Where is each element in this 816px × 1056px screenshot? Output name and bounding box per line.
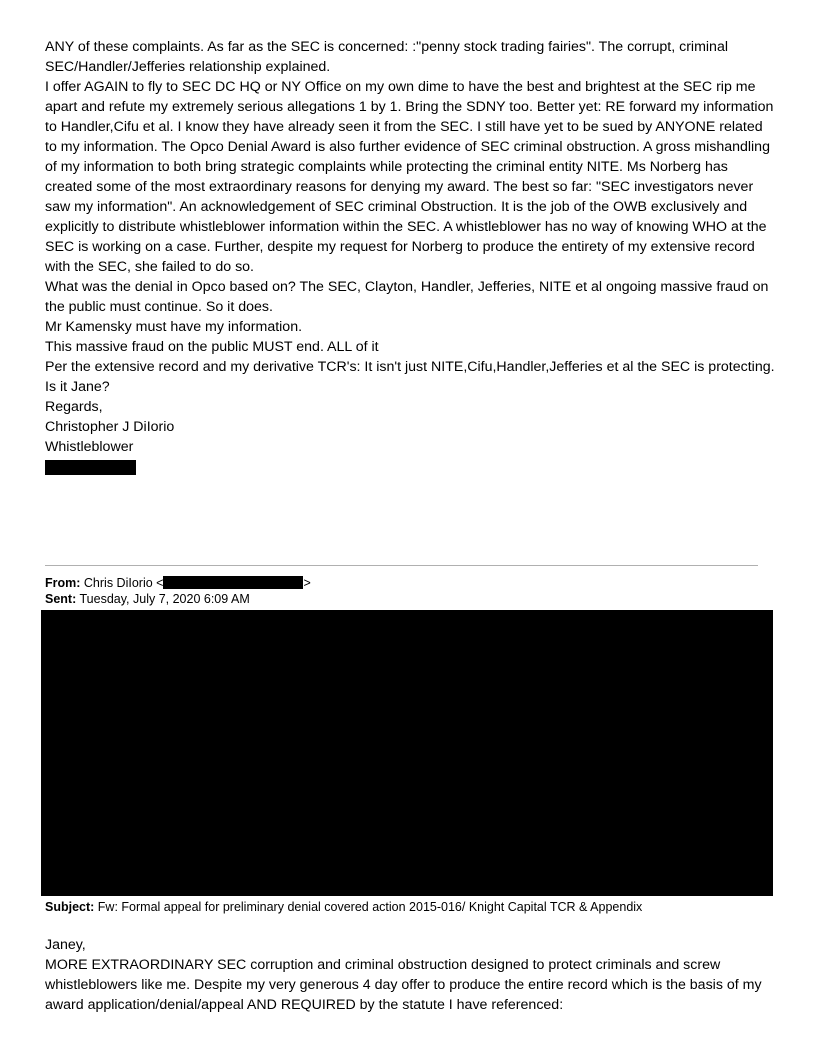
- signoff: Regards,: [45, 399, 103, 415]
- sent-label: Sent:: [45, 592, 77, 606]
- body-paragraph: MORE EXTRAORDINARY SEC corruption and criminal obstruction designed to protect criminals and screw whistleblowers like me. Despite my very generous 4 day offer to produce the entire record which is the basis of my award application/denial/appeal AND REQUIRED by the statute I have referenced:: [45, 957, 762, 1013]
- from-name: Chris DiIorio <: [83, 576, 164, 590]
- subject-label: Subject:: [45, 900, 95, 914]
- sent-line: [45, 591, 775, 607]
- from-line: [45, 575, 775, 591]
- sent-value: Tuesday, July 7, 2020 6:09 AM: [79, 592, 250, 606]
- email-divider: [45, 565, 758, 566]
- body-paragraph: This massive fraud on the public MUST end. ALL of it: [45, 339, 379, 355]
- subject-line: [45, 899, 785, 915]
- from-suffix: >: [303, 576, 311, 590]
- forwarded-email-header: [45, 575, 775, 607]
- subject-value: Fw: Formal appeal for preliminary denial covered action 2015-016/ Knight Capital TCR & Appendix: [97, 900, 643, 914]
- redaction-block-email: [163, 576, 303, 589]
- signature-name: Christopher J DiIorio: [45, 419, 175, 435]
- redaction-block-recipients: [41, 610, 773, 896]
- greeting: Janey,: [45, 937, 86, 953]
- email-body-lower: [45, 935, 775, 1015]
- body-paragraph: Per the extensive record and my derivative TCR's: It isn't just NITE,Cifu,Handler,Jefferies et al the SEC is protecting. Is it Jane?: [45, 359, 775, 395]
- from-label: From:: [45, 576, 81, 590]
- signature-title: Whistleblower: [45, 439, 134, 455]
- body-paragraph: I offer AGAIN to fly to SEC DC HQ or NY Office on my own dime to have the best and brightest at the SEC rip me apart and refute my extremely serious allegations 1 by 1. Bring the SDNY too. Better yet: RE forward my information to Handler,Cifu et al. I know they have already seen it from the SEC. I still have yet to be sued by ANYONE related to my information. The Opco Denial Award is also further evidence of SEC criminal obstruction. A gross mishandling of my information to both bring strategic complaints while protecting the criminal entity NITE. Ms Norberg has created some of the most extraordinary reasons for denying my award. The best so far: "SEC investigators never saw my information". An acknowledgement of SEC criminal Obstruction. It is the job of the OWB exclusively and explicitly to distribute whistleblower information within the SEC. A whistleblower has no way of knowing WHO at the SEC is working on a case. Further, despite my request for Norberg to produce the entirety of my extensive record with the SEC, she failed to do so.: [45, 79, 774, 275]
- body-paragraph: Mr Kamensky must have my information.: [45, 319, 303, 335]
- email-body-upper: [45, 37, 775, 457]
- body-paragraph: What was the denial in Opco based on? The SEC, Clayton, Handler, Jefferies, NITE et al ongoing massive fraud on the public must continue. So it does.: [45, 279, 769, 315]
- redaction-block-signature: [45, 460, 136, 475]
- body-paragraph: ANY of these complaints. As far as the SEC is concerned: :"penny stock trading fairies". The corrupt, criminal SEC/Handler/Jefferies relationship explained.: [45, 39, 728, 75]
